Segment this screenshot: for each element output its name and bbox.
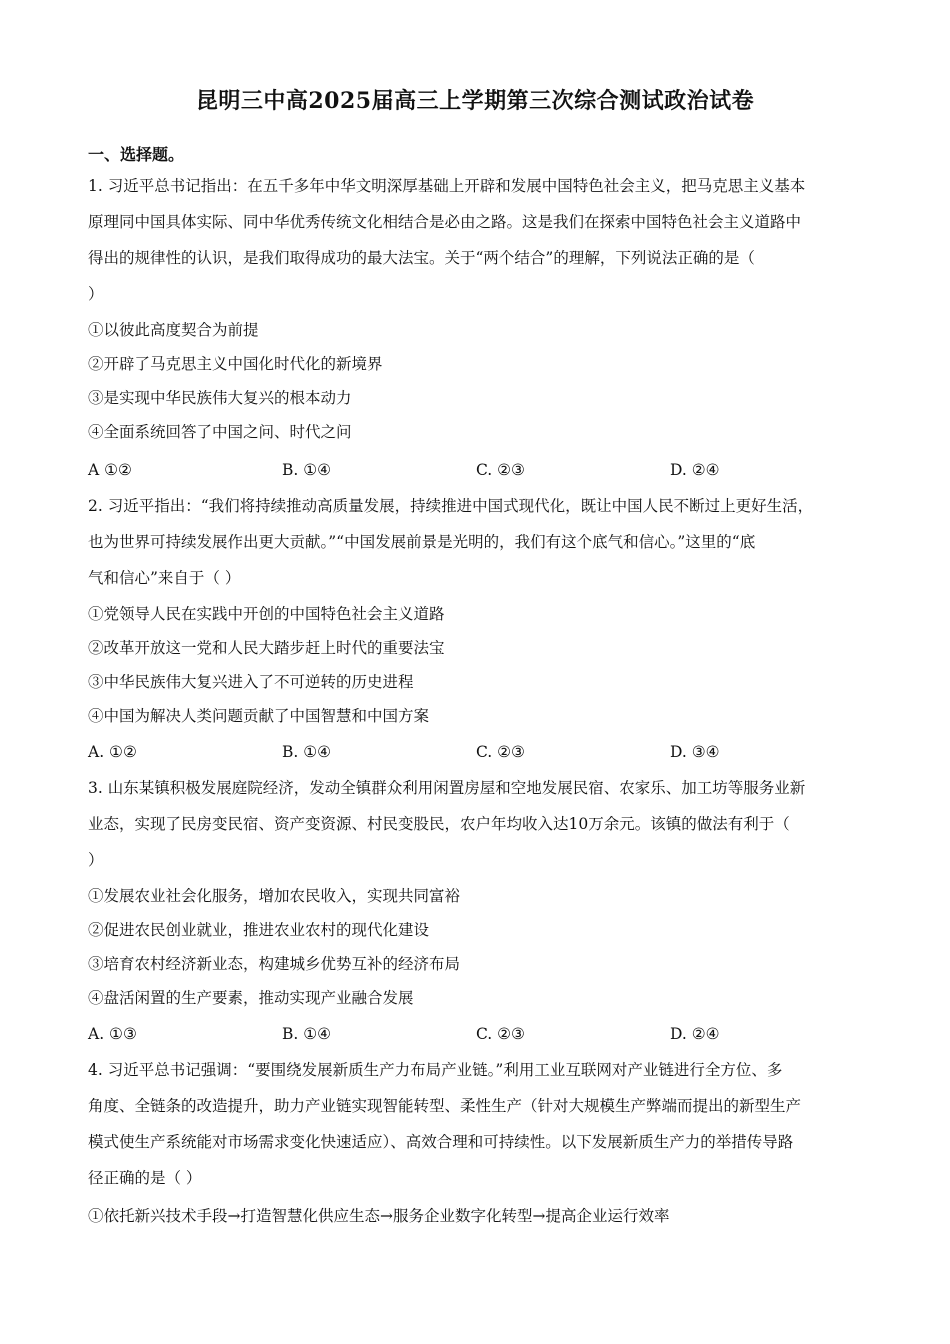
question-1-line-2: 原理同中国具体实际、同中华优秀传统文化相结合是必由之路。这是我们在探索中国特色社会主义道路中: [88, 213, 802, 231]
question-1-line-4: ）: [88, 285, 104, 303]
question-2-item-1: ①党领导人民在实践中开创的中国特色社会主义道路: [88, 605, 445, 623]
question-4-line-1: 4. 习近平总书记强调：“要围绕发展新质生产力布局产业链。”利用工业互联网对产业链进行全方位、多: [88, 1061, 783, 1079]
question-2-line-2: 也为世界可持续发展作出更大贡献。”“中国发展前景是光明的，我们有这个底气和信心。”这里的“底: [88, 533, 756, 551]
question-1-item-3: ③是实现中华民族伟大复兴的根本动力: [88, 389, 352, 407]
question-1-item-2: ②开辟了马克思主义中国化时代化的新境界: [88, 355, 383, 373]
question-2-line-1: 2. 习近平指出：“我们将持续推动高质量发展，持续推进中国式现代化，既让中国人民不断过上更好生活，: [88, 497, 814, 515]
question-2-option-b: B. ①④: [282, 743, 332, 761]
question-3-option-b: B. ①④: [282, 1025, 332, 1043]
question-3-option-a: A. ①③: [88, 1025, 137, 1043]
question-3-line-1: 3. 山东某镇积极发展庭院经济，发动全镇群众利用闲置房屋和空地发展民宿、农家乐、加工坊等服务业新: [88, 779, 806, 797]
question-1-option-d: D. ②④: [670, 461, 720, 479]
question-3-item-3: ③培育农村经济新业态，构建城乡优势互补的经济布局: [88, 955, 461, 973]
question-4-line-3: 模式使生产系统能对市场需求变化快速适应）、高效合理和可持续性。以下发展新质生产力的举措传导路: [88, 1133, 794, 1151]
question-2-item-2: ②改革开放这一党和人民大踏步赶上时代的重要法宝: [88, 639, 445, 657]
question-3-item-1: ①发展农业社会化服务，增加农民收入，实现共同富裕: [88, 887, 461, 905]
question-1-option-a: A ①②: [88, 461, 132, 479]
question-2-option-d: D. ③④: [670, 743, 720, 761]
question-1-item-4: ④全面系统回答了中国之问、时代之问: [88, 423, 352, 441]
question-2-option-a: A. ①②: [88, 743, 137, 761]
question-3-line-3: ）: [88, 851, 104, 869]
section-heading: 一、选择题。: [88, 145, 185, 164]
question-3-line-2: 业态，实现了民房变民宿、资产变资源、村民变股民，农户年均收入达10万余元。该镇的做法有利于（: [88, 815, 790, 833]
question-4-item-1: ①依托新兴技术手段→打造智慧化供应生态→服务企业数字化转型→提高企业运行效率: [88, 1207, 670, 1225]
question-2-item-4: ④中国为解决人类问题贡献了中国智慧和中国方案: [88, 707, 430, 725]
question-2-line-3: 气和信心”来自于（ ）: [88, 569, 241, 587]
question-2-item-3: ③中华民族伟大复兴进入了不可逆转的历史进程: [88, 673, 414, 691]
page-title: 昆明三中高2025届高三上学期第三次综合测试政治试卷: [195, 88, 755, 114]
question-3-option-d: D. ②④: [670, 1025, 720, 1043]
question-3-item-4: ④盘活闲置的生产要素，推动实现产业融合发展: [88, 989, 414, 1007]
question-2-option-c: C. ②③: [476, 743, 525, 761]
question-3-item-2: ②促进农民创业就业，推进农业农村的现代化建设: [88, 921, 430, 939]
question-4-line-2: 角度、全链条的改造提升，助力产业链实现智能转型、柔性生产（针对大规模生产弊端而提出的新型生产: [88, 1097, 802, 1115]
question-1-option-b: B. ①④: [282, 461, 332, 479]
question-3-option-c: C. ②③: [476, 1025, 525, 1043]
question-1-item-1: ①以彼此高度契合为前提: [88, 321, 259, 339]
question-4-line-4: 径正确的是（ ）: [88, 1169, 202, 1187]
question-1-option-c: C. ②③: [476, 461, 525, 479]
question-1-line-3: 得出的规律性的认识，是我们取得成功的最大法宝。关于“两个结合”的理解，下列说法正确的是（: [88, 249, 755, 267]
question-1-line-1: 1. 习近平总书记指出：在五千多年中华文明深厚基础上开辟和发展中国特色社会主义，把马克思主义基本: [88, 177, 806, 195]
